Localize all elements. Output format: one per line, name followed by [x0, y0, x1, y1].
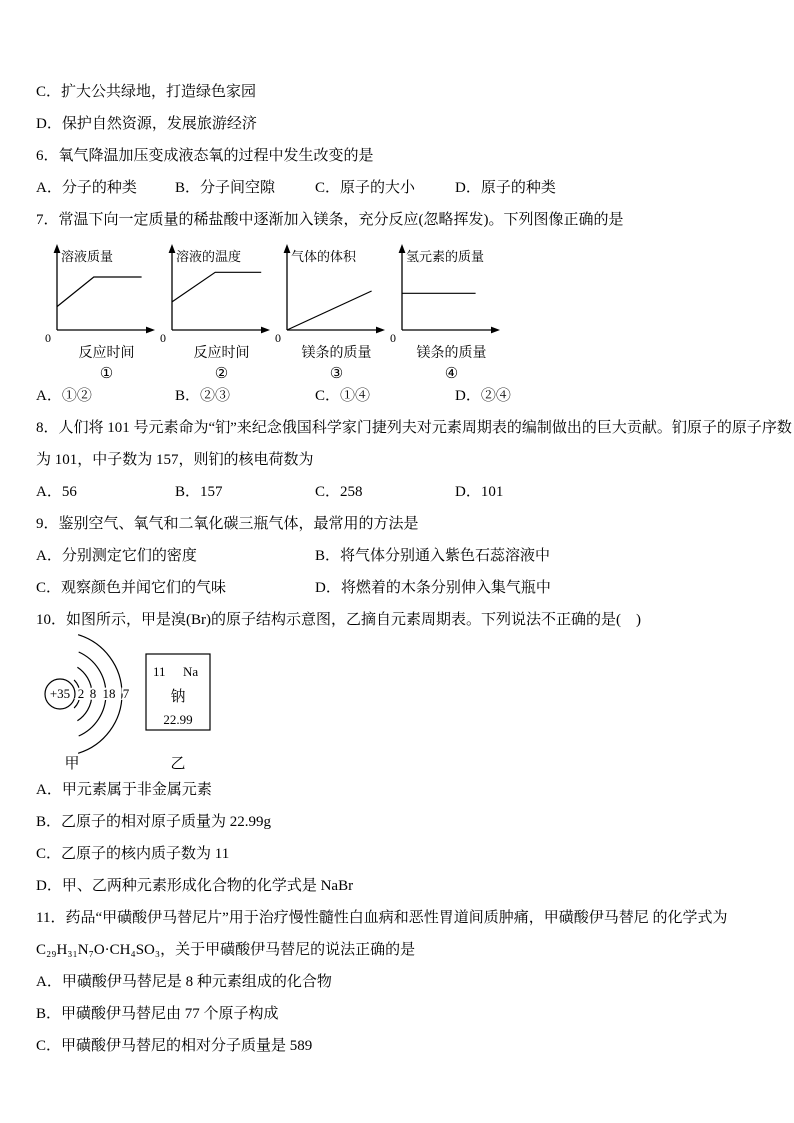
chart-number: ②: [214, 366, 229, 382]
curve: [57, 277, 142, 307]
q7-graph-1: [43, 244, 158, 382]
q8-option-a: A．56: [36, 484, 77, 500]
q9-options-row1: [36, 548, 758, 564]
y-axis-arrow-icon: [399, 244, 406, 253]
chart-number: ③: [329, 366, 344, 382]
q7-graphs: [36, 244, 758, 382]
atom-structure-diagram: [45, 635, 130, 772]
x-axis-label: 镁条的质量: [301, 346, 372, 361]
atomic-mass: 22.99: [163, 712, 193, 727]
q11-stem-line2-formula: C₂₉H₃₁N₇O·CH₄SO₃，关于甲磺酸伊马替尼的说法正确的是: [36, 942, 416, 958]
q9-option-b: B．将气体分别通入紫色石蕊溶液中: [315, 548, 551, 564]
x-axis-label: 镁条的质量: [416, 346, 487, 361]
q10-option-a: A．甲元素属于非金属元素: [36, 782, 212, 798]
x-axis-arrow-icon: [146, 327, 155, 334]
q8-option-c: C．258: [315, 484, 363, 500]
q7-option-b: B．②③: [175, 388, 231, 404]
q7-options: [36, 388, 758, 404]
origin-label: 0: [160, 331, 166, 345]
shell-electron-count-3: 18: [102, 686, 116, 701]
q6-stem: 6．氧气降温加压变成液态氧的过程中发生改变的是: [36, 148, 374, 164]
q9-option-d: D．将燃着的木条分别伸入集气瓶中: [315, 580, 551, 596]
y-axis-label: 溶液的温度: [176, 249, 242, 264]
q5-option-d: D．保护自然资源，发展旅游经济: [36, 116, 257, 132]
q10-option-d: D．甲、乙两种元素形成化合物的化学式是 NaBr: [36, 878, 354, 894]
q9-stem: 9．鉴别空气、氧气和二氧化碳三瓶气体，最常用的方法是: [36, 516, 419, 532]
element-name: 钠: [170, 689, 186, 705]
q10-option-b: B．乙原子的相对原子质量为 22.99g: [36, 814, 272, 830]
x-axis-label: 反应时间: [78, 346, 135, 361]
q11-option-b: B．甲磺酸伊马替尼由 77 个原子构成: [36, 1006, 279, 1022]
q7-graph-4: [388, 244, 503, 382]
q7-graph-2: [158, 244, 273, 382]
q6-option-b: B．分子间空隙: [175, 180, 276, 196]
shell-electron-count-1: 2: [77, 686, 85, 701]
q7-option-d: D．②④: [455, 388, 511, 404]
element-symbol: Na: [183, 664, 199, 679]
q9-option-a: A．分别测定它们的密度: [36, 548, 197, 564]
q11-option-c: C．甲磺酸伊马替尼的相对分子质量是 589: [36, 1038, 313, 1054]
q8-option-d: D．101: [455, 484, 504, 500]
curve: [172, 272, 261, 302]
x-axis-arrow-icon: [491, 327, 500, 334]
q8-options: [36, 484, 758, 500]
q7-stem: 7．常温下向一定质量的稀盐酸中逐渐加入镁条，充分反应(忽略挥发)。下列图像正确的是: [36, 212, 624, 228]
y-axis-arrow-icon: [54, 244, 61, 253]
shell-electron-count-4: 7: [122, 686, 130, 701]
chart-number: ①: [99, 366, 114, 382]
q6-option-a: A．分子的种类: [36, 180, 137, 196]
q9-options-row2: [36, 580, 758, 596]
diagram-label-jia: 甲: [64, 756, 80, 772]
origin-label: 0: [275, 331, 281, 345]
nucleus-charge: +35: [49, 686, 71, 701]
diagram-label-yi: 乙: [170, 756, 186, 772]
chart-number: ④: [444, 366, 459, 382]
y-axis-arrow-icon: [169, 244, 176, 253]
origin-label: 0: [45, 331, 51, 345]
q10-stem: 10．如图所示，甲是溴(Br)的原子结构示意图，乙摘自元素周期表。下列说法不正确的是( ): [36, 612, 641, 628]
q6-option-c: C．原子的大小: [315, 180, 416, 196]
q11-stem-line1: 11．药品“甲磺酸伊马替尼片”用于治疗慢性髓性白血病和恶性胃道间质肿痛，甲磺酸伊马替尼 的化学式为: [36, 910, 728, 926]
x-axis-arrow-icon: [376, 327, 385, 334]
q10-option-c: C．乙原子的核内质子数为 11: [36, 846, 230, 862]
origin-label: 0: [390, 331, 396, 345]
q8-option-b: B．157: [175, 484, 223, 500]
q9-option-c: C．观察颜色并闻它们的气味: [36, 580, 227, 596]
q7-option-c: C．①④: [315, 388, 371, 404]
x-axis-arrow-icon: [261, 327, 270, 334]
q6-options: [36, 180, 758, 196]
q8-stem-line1: 8．人们将 101 号元素命为“钔”来纪念俄国科学家门捷列夫对元素周期表的编制做出的巨大贡献。钔原子的原子序数: [36, 420, 792, 436]
shell-electron-count-2: 8: [89, 686, 97, 701]
y-axis-label: 溶液质量: [61, 249, 114, 264]
q5-option-c: C．扩大公共绿地，打造绿色家园: [36, 84, 257, 100]
curve: [287, 291, 372, 330]
y-axis-arrow-icon: [284, 244, 291, 253]
q7-option-a: A．①②: [36, 388, 92, 404]
q11-option-a: A．甲磺酸伊马替尼是 8 种元素组成的化合物: [36, 974, 332, 990]
x-axis-label: 反应时间: [193, 346, 250, 361]
periodic-table-cell: [146, 654, 210, 772]
y-axis-label: 氢元素的质量: [406, 249, 485, 264]
q10-figure: [36, 632, 758, 774]
q6-option-d: D．原子的种类: [455, 180, 556, 196]
q7-graph-3: [273, 244, 388, 382]
y-axis-label: 气体的体积: [291, 249, 357, 264]
atomic-number: 11: [153, 664, 166, 679]
q8-stem-line2: 为 101，中子数为 157，则钔的核电荷数为: [36, 452, 314, 468]
